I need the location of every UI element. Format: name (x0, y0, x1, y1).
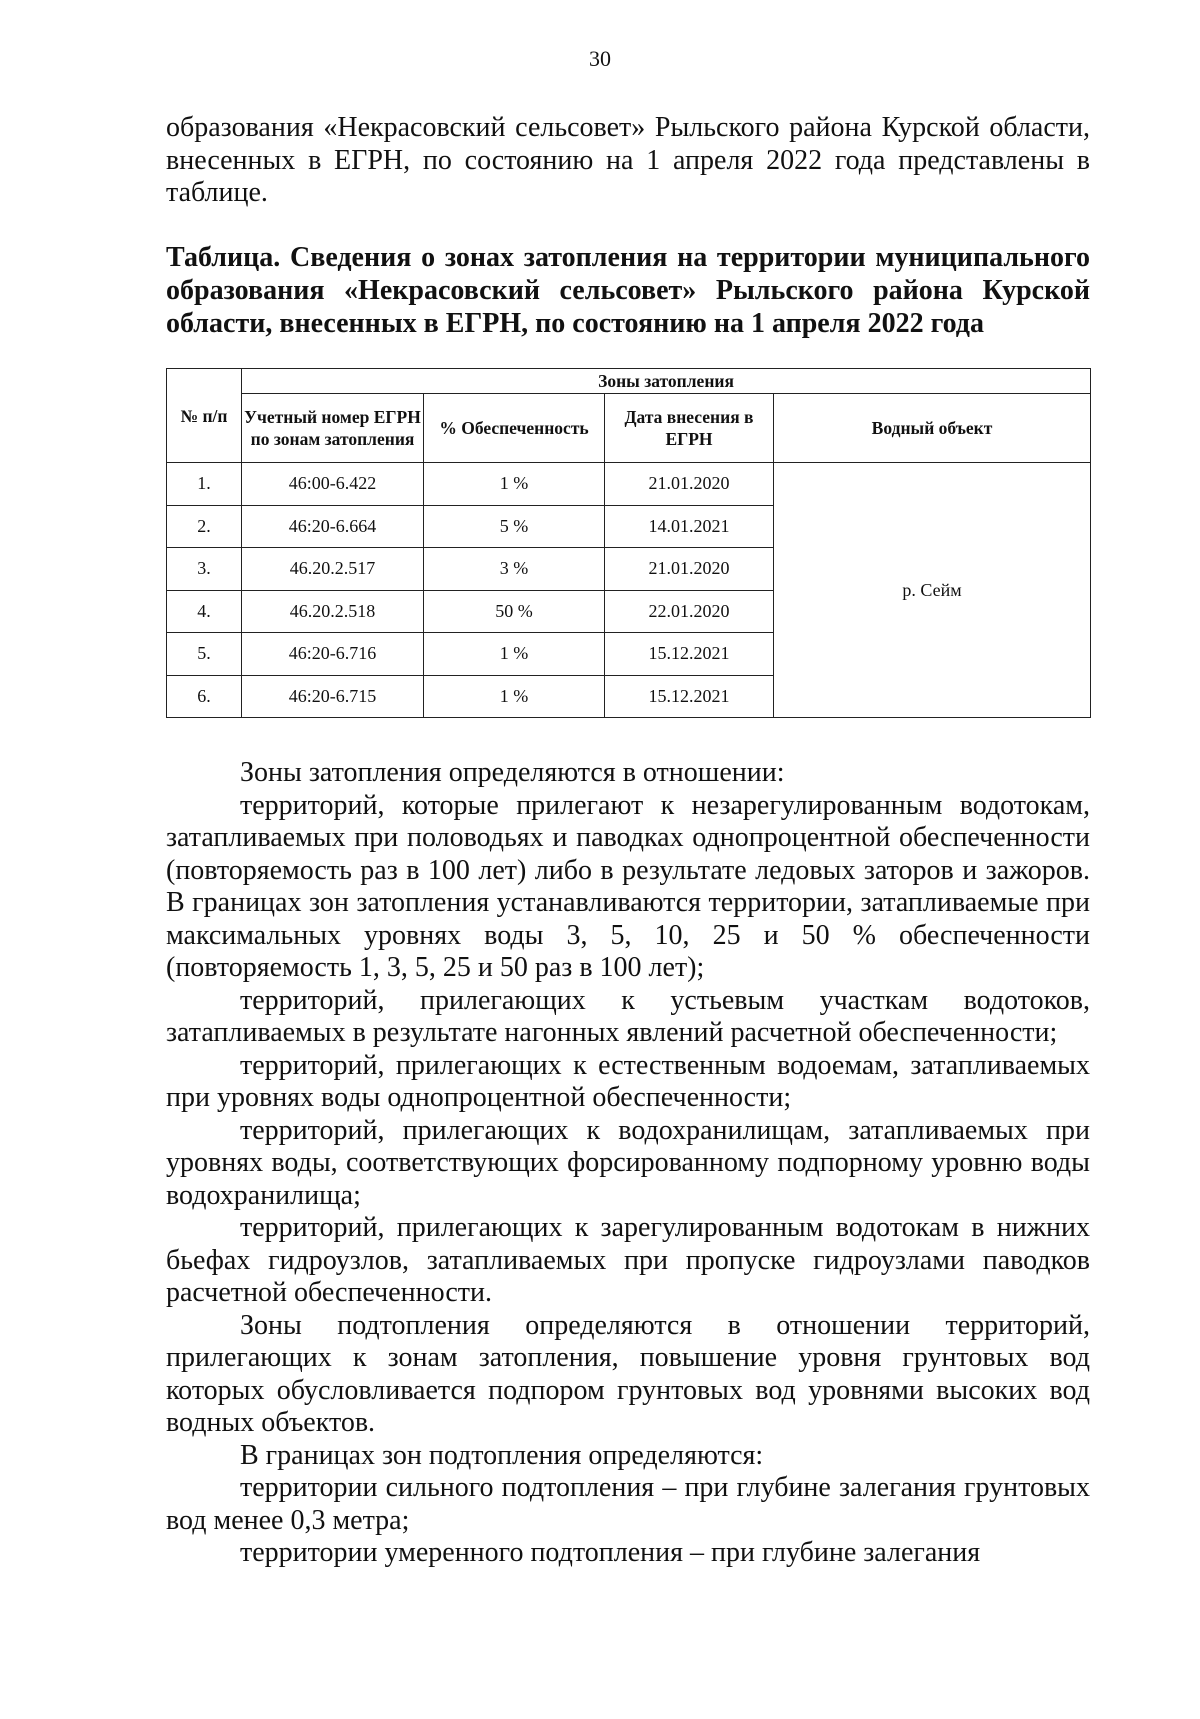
cell-water-body: р. Сейм (774, 463, 1091, 718)
paragraph: территории сильного подтопления – при глубине залегания грунтовых вод менее 0,3 метра; (166, 1472, 1090, 1536)
body-text (166, 757, 1090, 1570)
paragraph: территорий, которые прилегают к незарегулированным водотокам, затапливаемых при половодьях и паводках однопроцентной обеспеченности (повторяемость раз в 100 лет) либо в результате ледовых заторов и зажоров. В границах зон затопления устанавливаются территории, затапливаемые при максимальных уровнях воды 3, 5, 10, 25 и 50 % обеспеченности (повторяемость 1, 3, 5, 25 и 50 раз в 100 лет); (166, 789, 1090, 983)
header-entry-date: Дата внесения в ЕГРН (605, 394, 774, 463)
cell-date: 15.12.2021 (605, 633, 774, 676)
paragraph: Зоны подтопления определяются в отношении территорий, прилегающих к зонам затопления, повышение уровня грунтовых вод которых обусловливается подпором грунтовых вод уровнями высоких вод водных объектов. (166, 1309, 1090, 1438)
table-header-row-group (167, 369, 1091, 394)
cell-egrn: 46:20-6.716 (242, 633, 424, 676)
header-flood-zones: Зоны затопления (242, 369, 1091, 394)
table-title: Таблица. Сведения о зонах затопления на территории муниципального образования «Некрасовский сельсовет» Рыльского района Курской области, внесенных в ЕГРН, по состоянию на 1 апреля 2022 года (166, 242, 1090, 339)
cell-percent: 1 % (424, 463, 605, 506)
paragraph: территорий, прилегающих к зарегулированным водотокам в нижних бьефах гидроузлов, затапливаемых при пропуске гидроузлами паводков расчетной обеспеченности. (166, 1212, 1090, 1308)
cell-date: 21.01.2020 (605, 548, 774, 591)
cell-egrn: 46.20.2.518 (242, 590, 424, 633)
cell-number: 3. (167, 548, 242, 591)
paragraph: территорий, прилегающих к водохранилищам, затапливаемых при уровнях воды, соответствующих форсированному подпорному уровню воды водохранилища; (166, 1114, 1090, 1211)
cell-date: 21.01.2020 (605, 463, 774, 506)
paragraph: В границах зон подтопления определяются: (240, 1439, 764, 1471)
cell-number: 2. (167, 505, 242, 548)
cell-number: 1. (167, 463, 242, 506)
cell-percent: 1 % (424, 633, 605, 676)
cell-percent: 5 % (424, 505, 605, 548)
header-row-number: № п/п (167, 369, 242, 463)
header-percent-provision: % Обеспеченность (424, 394, 605, 463)
cell-date: 22.01.2020 (605, 590, 774, 633)
cell-number: 6. (167, 675, 242, 718)
cell-egrn: 46:00-6.422 (242, 463, 424, 506)
header-water-body: Водный объект (774, 394, 1091, 463)
cell-percent: 3 % (424, 548, 605, 591)
paragraph: территорий, прилегающих к естественным водоемам, затапливаемых при уровнях воды однопроцентной обеспеченности; (166, 1049, 1090, 1113)
paragraph: Зоны затопления определяются в отношении: (240, 757, 785, 788)
header-egrn-number: Учетный номер ЕГРН по зонам затопления (242, 394, 424, 463)
page-number: 30 (589, 46, 611, 71)
cell-date: 14.01.2021 (605, 505, 774, 548)
paragraph: территории умеренного подтопления – при глубине залегания (240, 1537, 981, 1568)
table-header-row-columns (167, 394, 1091, 463)
flood-zones-table (166, 368, 1091, 718)
cell-date: 15.12.2021 (605, 675, 774, 718)
cell-egrn: 46.20.2.517 (242, 548, 424, 591)
cell-percent: 1 % (424, 675, 605, 718)
cell-number: 4. (167, 590, 242, 633)
cell-percent: 50 % (424, 590, 605, 633)
table-row (167, 463, 1091, 506)
paragraph: территорий, прилегающих к устьевым участкам водотоков, затапливаемых в результате нагонных явлений расчетной обеспеченности; (166, 984, 1090, 1048)
intro-paragraph: образования «Некрасовский сельсовет» Рыльского района Курской области, внесенных в ЕГРН, по состоянию на 1 апреля 2022 года представлены в таблице. (166, 112, 1090, 208)
cell-egrn: 46:20-6.664 (242, 505, 424, 548)
cell-egrn: 46:20-6.715 (242, 675, 424, 718)
cell-number: 5. (167, 633, 242, 676)
